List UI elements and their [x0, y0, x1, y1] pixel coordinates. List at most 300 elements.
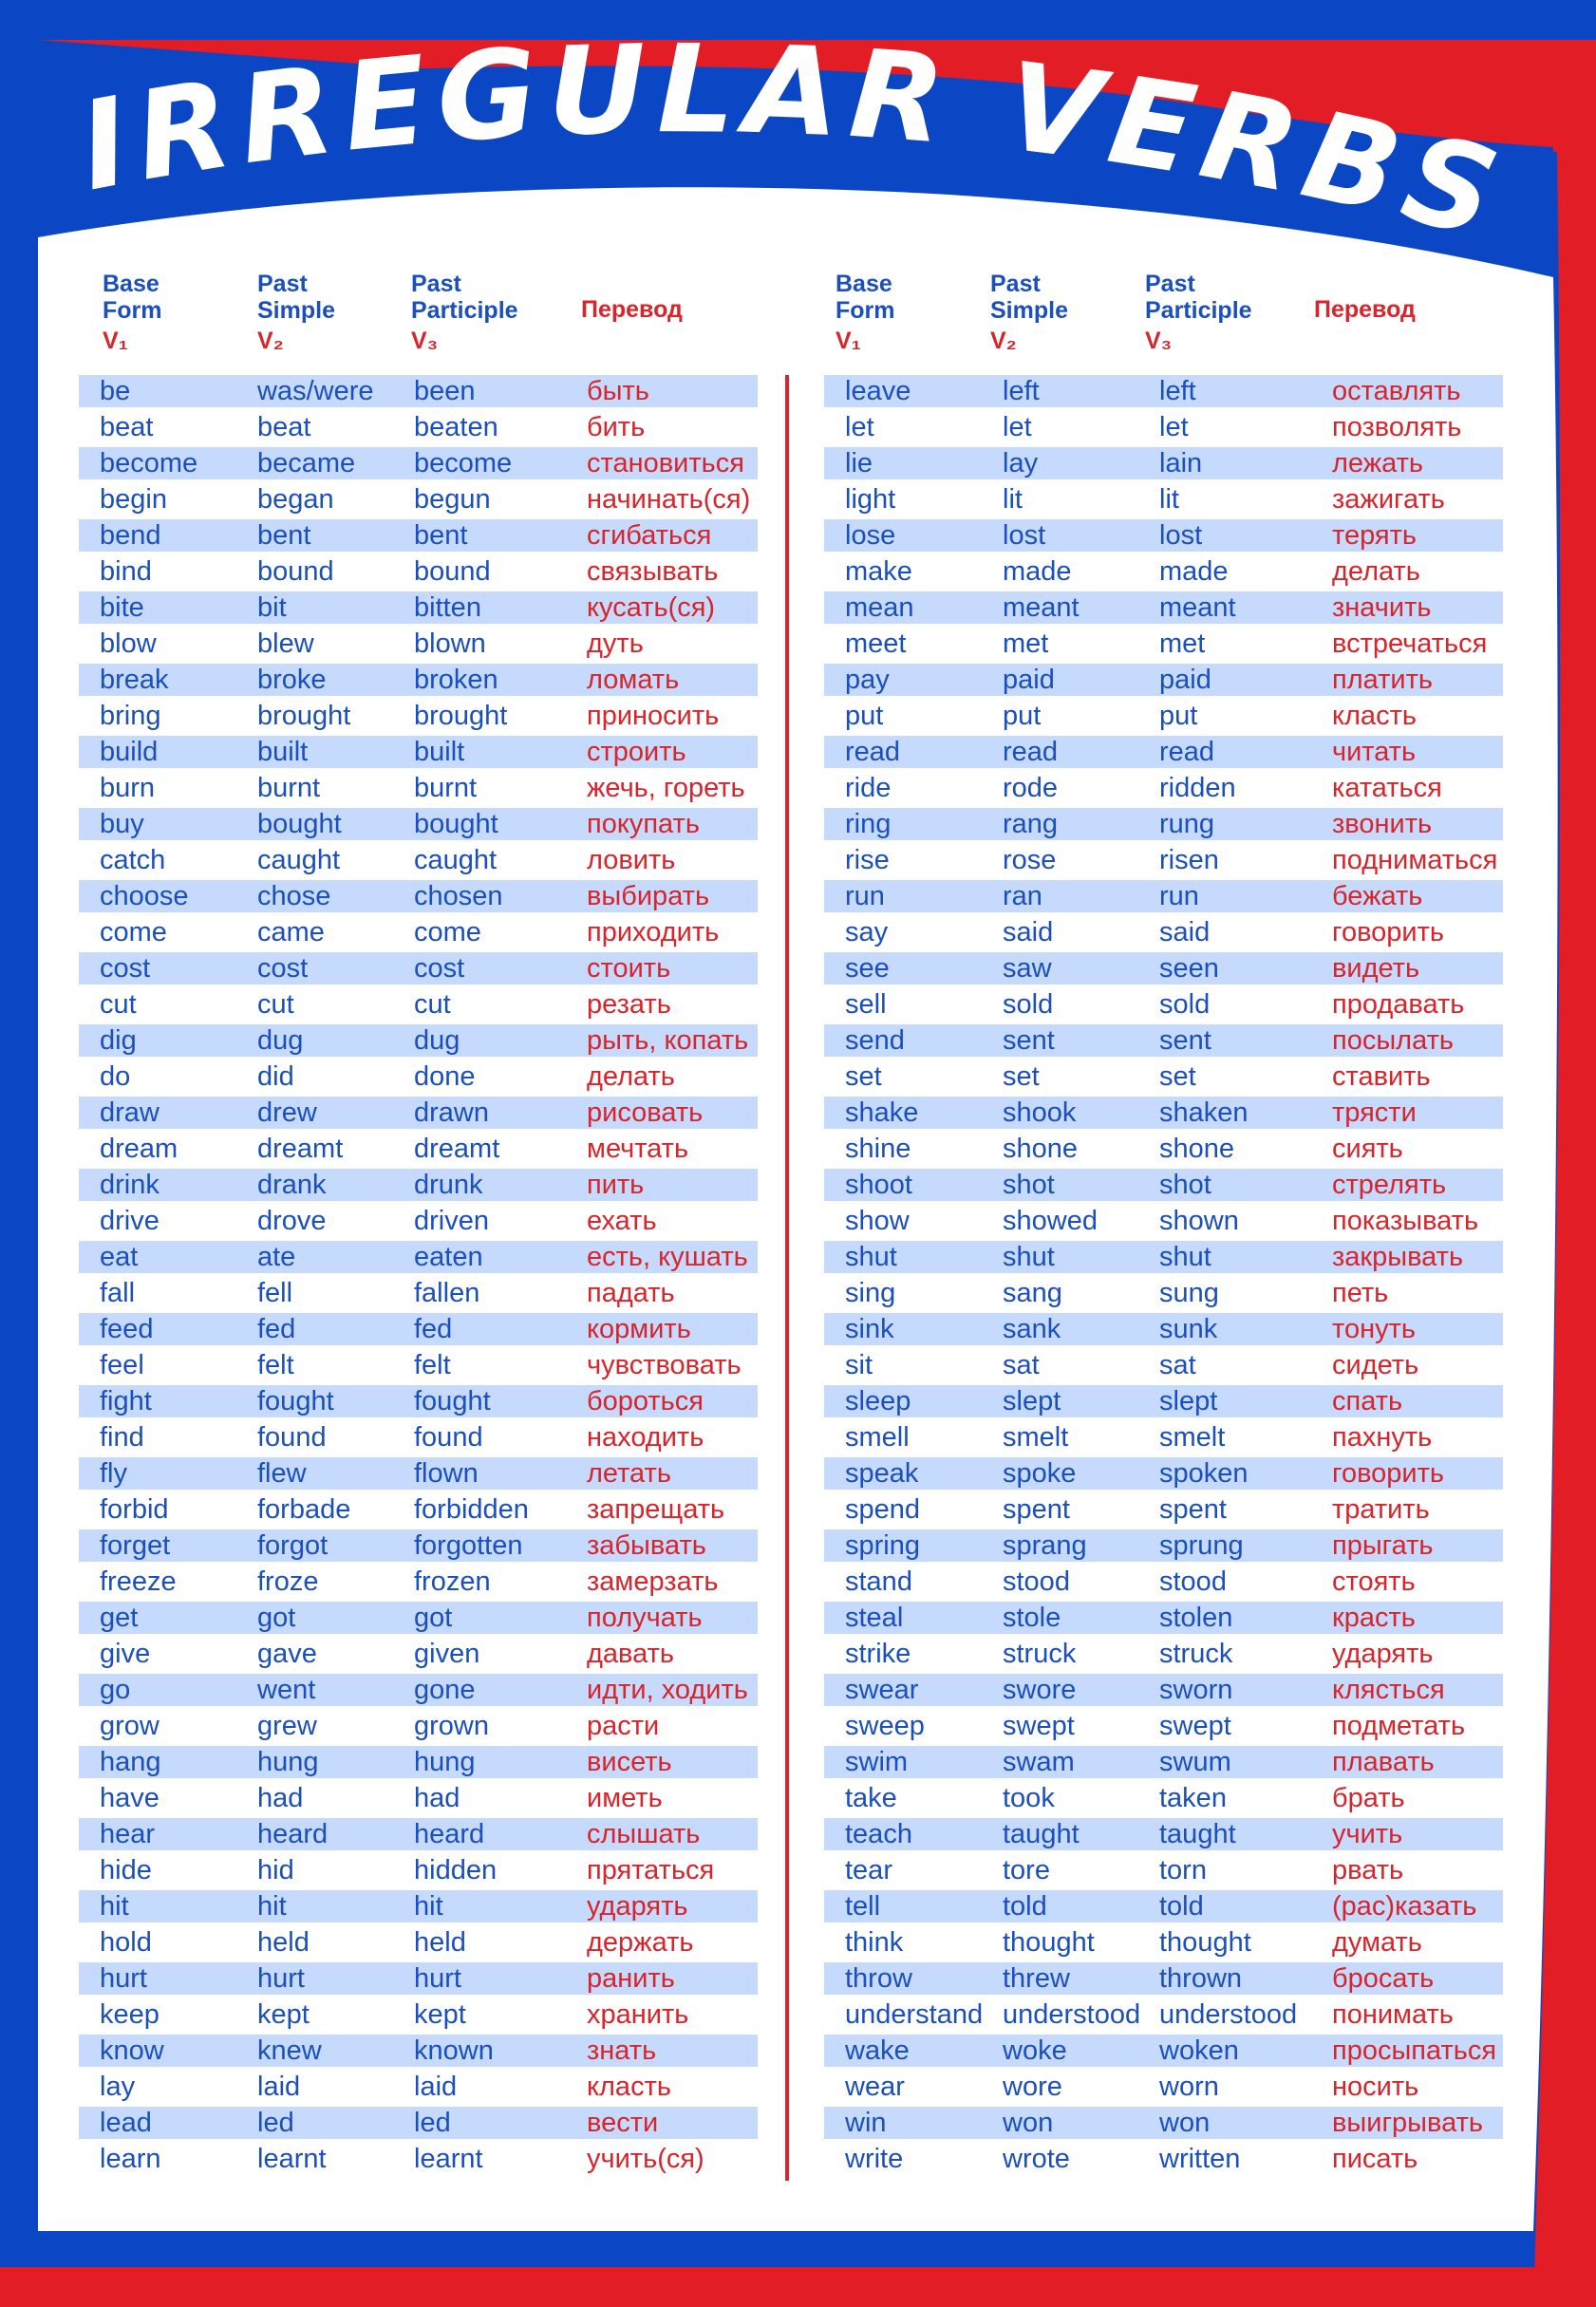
translation-cell: летать: [587, 1458, 671, 1489]
base-form-cell: shut: [845, 1242, 897, 1272]
translation-cell: дуть: [587, 628, 644, 659]
translation-cell: сгибаться: [587, 520, 712, 551]
translation-cell: прыгать: [1332, 1530, 1434, 1561]
past-participle-cell: beaten: [414, 412, 498, 442]
base-form-cell: spend: [845, 1494, 921, 1525]
past-participle-cell: sunk: [1159, 1314, 1218, 1344]
translation-cell: резать: [587, 989, 671, 1020]
past-participle-cell: taught: [1159, 1819, 1236, 1849]
verb-row: [824, 916, 1503, 948]
past-simple-cell: drove: [257, 1206, 327, 1236]
title-text: IRREGULAR VERBS: [68, 19, 1519, 269]
past-simple-cell: sat: [1003, 1350, 1040, 1380]
verb-row: [79, 988, 758, 1021]
verb-row: [79, 844, 758, 876]
past-participle-cell: lost: [1159, 520, 1203, 551]
verb-row: [79, 916, 758, 948]
base-form-cell: light: [845, 484, 896, 515]
past-simple-cell: grew: [257, 1711, 317, 1741]
past-participle-cell: had: [414, 1783, 460, 1813]
verb-row: [79, 1602, 758, 1634]
translation-cell: расти: [587, 1711, 660, 1741]
verb-row: [824, 952, 1503, 985]
past-simple-cell: hid: [257, 1855, 294, 1885]
past-participle-cell: taken: [1159, 1783, 1227, 1813]
verb-row: [824, 591, 1503, 624]
past-participle-cell: ridden: [1159, 773, 1236, 803]
base-form-cell: steal: [845, 1603, 904, 1633]
past-simple-cell: woke: [1003, 2035, 1067, 2066]
base-form-cell: dig: [100, 1025, 137, 1056]
past-participle-cell: learnt: [414, 2144, 483, 2174]
past-simple-cell: felt: [257, 1350, 294, 1380]
header-base-line2: Form: [836, 297, 895, 324]
base-form-cell: blow: [100, 628, 157, 659]
past-participle-cell: fought: [414, 1386, 491, 1416]
past-simple-cell: ate: [257, 1242, 296, 1272]
base-form-cell: lose: [845, 520, 896, 551]
past-simple-cell: fought: [257, 1386, 334, 1416]
base-form-cell: keep: [100, 1999, 160, 2030]
translation-cell: читать: [1332, 737, 1417, 767]
base-form-cell: fight: [100, 1386, 152, 1416]
translation-cell: лежать: [1332, 448, 1424, 478]
past-simple-cell: fell: [257, 1278, 293, 1308]
header-part-line2: Participle: [411, 297, 518, 324]
past-simple-cell: lost: [1003, 520, 1046, 551]
base-form-cell: write: [845, 2144, 904, 2174]
verb-row: [79, 591, 758, 624]
base-form-cell: fly: [100, 1458, 127, 1489]
base-form-cell: dream: [100, 1134, 178, 1164]
translation-cell: тратить: [1332, 1494, 1430, 1525]
past-simple-cell: meant: [1003, 592, 1080, 623]
base-form-cell: forbid: [100, 1494, 169, 1525]
verb-row: [79, 1854, 758, 1886]
past-simple-cell: cost: [257, 953, 309, 984]
past-participle-cell: woken: [1159, 2035, 1239, 2066]
past-simple-cell: kept: [257, 1999, 310, 2030]
past-simple-cell: lit: [1003, 484, 1023, 515]
base-form-cell: leave: [845, 376, 911, 406]
past-participle-cell: forgotten: [414, 1530, 523, 1561]
past-participle-cell: cut: [414, 989, 451, 1020]
base-form-cell: spring: [845, 1530, 920, 1561]
base-form-cell: rise: [845, 845, 890, 875]
translation-cell: терять: [1332, 520, 1417, 551]
header-part-line2: Participle: [1145, 297, 1252, 324]
translation-cell: трясти: [1332, 1097, 1417, 1128]
base-form-cell: be: [100, 376, 131, 406]
verb-row: [824, 1421, 1503, 1454]
translation-cell: выигрывать: [1332, 2108, 1483, 2138]
verb-row: [824, 1854, 1503, 1886]
translation-cell: говорить: [1332, 917, 1444, 947]
past-simple-cell: wore: [1003, 2072, 1062, 2102]
translation-cell: клясться: [1332, 1675, 1445, 1705]
verb-row: [824, 880, 1503, 912]
base-form-cell: hide: [100, 1855, 152, 1885]
past-simple-cell: found: [257, 1422, 327, 1453]
translation-cell: рисовать: [587, 1097, 704, 1128]
base-form-cell: say: [845, 917, 889, 947]
past-simple-cell: thought: [1003, 1927, 1095, 1958]
translation-cell: учить: [1332, 1819, 1403, 1849]
translation-cell: оставлять: [1332, 376, 1461, 406]
base-form-cell: choose: [100, 881, 189, 911]
translation-cell: кормить: [587, 1314, 691, 1344]
past-simple-cell: left: [1003, 376, 1040, 406]
past-participle-cell: bound: [414, 556, 491, 587]
past-simple-cell: sprang: [1003, 1530, 1087, 1561]
translation-cell: связывать: [587, 556, 719, 587]
past-participle-cell: burnt: [414, 773, 478, 803]
past-simple-cell: swam: [1003, 1747, 1075, 1777]
past-simple-cell: got: [257, 1603, 296, 1633]
past-simple-cell: met: [1003, 628, 1049, 659]
translation-cell: давать: [587, 1639, 675, 1669]
past-participle-cell: rung: [1159, 809, 1215, 839]
base-form-cell: sing: [845, 1278, 896, 1308]
past-participle-cell: won: [1159, 2108, 1211, 2138]
verb-row: [824, 664, 1503, 696]
verb-row: [824, 1674, 1503, 1706]
verb-row: [79, 1241, 758, 1273]
verb-row: [79, 1962, 758, 1995]
past-simple-cell: let: [1003, 412, 1032, 442]
past-participle-cell: done: [414, 1061, 476, 1092]
verb-row: [79, 375, 758, 407]
verb-row: [79, 880, 758, 912]
translation-cell: понимать: [1332, 1999, 1454, 2030]
left-header-past: [257, 271, 335, 354]
past-simple-cell: stole: [1003, 1603, 1061, 1633]
header-v3: V₃: [411, 328, 439, 354]
past-simple-cell: saw: [1003, 953, 1052, 984]
header-v3: V₃: [1145, 328, 1173, 354]
header-past-line2: Simple: [257, 297, 335, 324]
verb-row: [824, 1818, 1503, 1850]
verb-row: [79, 1060, 758, 1093]
right-header-base: [836, 271, 895, 354]
base-form-cell: hold: [100, 1927, 152, 1958]
past-participle-cell: chosen: [414, 881, 503, 911]
verb-row: [79, 483, 758, 516]
past-participle-cell: blown: [414, 628, 486, 659]
base-form-cell: forget: [100, 1530, 171, 1561]
past-simple-cell: led: [257, 2108, 294, 2138]
translation-cell: рвать: [1332, 1855, 1404, 1885]
base-form-cell: draw: [100, 1097, 160, 1128]
base-form-cell: drive: [100, 1206, 160, 1236]
translation-cell: есть, кушать: [587, 1242, 748, 1272]
header-base-line1: Base: [836, 271, 892, 297]
past-participle-cell: fed: [414, 1314, 453, 1344]
verb-row: [824, 1493, 1503, 1526]
past-participle-cell: cost: [414, 953, 465, 984]
verb-row: [79, 2143, 758, 2175]
past-participle-cell: held: [414, 1927, 466, 1958]
base-form-cell: swim: [845, 1747, 909, 1777]
past-participle-cell: heard: [414, 1819, 485, 1849]
base-form-cell: win: [845, 2108, 887, 2138]
past-participle-cell: set: [1159, 1061, 1196, 1092]
verb-row: [79, 1926, 758, 1959]
past-simple-cell: blew: [257, 628, 314, 659]
translation-cell: пахнуть: [1332, 1422, 1433, 1453]
verb-row: [824, 1457, 1503, 1490]
base-form-cell: cut: [100, 989, 137, 1020]
base-form-cell: shake: [845, 1097, 919, 1128]
past-participle-cell: shone: [1159, 1134, 1235, 1164]
header-part-line1: Past: [411, 271, 461, 297]
base-form-cell: teach: [845, 1819, 912, 1849]
base-form-cell: strike: [845, 1639, 911, 1669]
base-form-cell: swear: [845, 1675, 919, 1705]
base-form-cell: put: [845, 701, 884, 731]
translation-cell: продавать: [1332, 989, 1465, 1020]
past-participle-cell: given: [414, 1639, 480, 1669]
past-simple-cell: had: [257, 1783, 304, 1813]
translation-cell: спать: [1332, 1386, 1403, 1416]
right-header-participle: [1145, 271, 1252, 354]
past-simple-cell: burnt: [257, 773, 321, 803]
verb-row: [79, 772, 758, 804]
past-simple-cell: read: [1003, 737, 1059, 767]
translation-cell: тонуть: [1332, 1314, 1416, 1344]
past-simple-cell: stood: [1003, 1566, 1070, 1597]
verb-row: [824, 628, 1503, 660]
translation-cell: замерзать: [587, 1566, 719, 1597]
past-participle-cell: flown: [414, 1458, 479, 1489]
translation-cell: делать: [587, 1061, 675, 1092]
base-form-cell: know: [100, 2035, 164, 2066]
verb-row: [824, 1710, 1503, 1742]
base-form-cell: bite: [100, 592, 144, 623]
past-simple-cell: understood: [1003, 1999, 1141, 2030]
base-form-cell: sit: [845, 1350, 873, 1380]
verb-row: [79, 1782, 758, 1814]
translation-cell: ударять: [587, 1891, 688, 1922]
header-base-line1: Base: [103, 271, 160, 297]
translation-cell: бить: [587, 412, 646, 442]
verb-row: [79, 2107, 758, 2139]
past-simple-cell: froze: [257, 1566, 319, 1597]
base-form-cell: sink: [845, 1314, 894, 1344]
verb-row: [824, 1962, 1503, 1995]
past-simple-cell: shot: [1003, 1170, 1055, 1200]
translation-cell: показывать: [1332, 1206, 1479, 1236]
base-form-cell: bring: [100, 701, 161, 731]
base-form-cell: break: [100, 665, 169, 695]
past-simple-cell: began: [257, 484, 334, 515]
past-participle-cell: drunk: [414, 1170, 483, 1200]
base-form-cell: ride: [845, 773, 892, 803]
past-simple-cell: forbade: [257, 1494, 351, 1525]
translation-cell: ломать: [587, 665, 680, 695]
translation-cell: кататься: [1332, 773, 1442, 803]
past-participle-cell: shot: [1159, 1170, 1211, 1200]
verb-row: [824, 483, 1503, 516]
past-simple-cell: rang: [1003, 809, 1059, 839]
past-simple-cell: rode: [1003, 773, 1059, 803]
past-simple-cell: knew: [257, 2035, 322, 2066]
verb-row: [824, 2035, 1503, 2067]
past-simple-cell: bent: [257, 520, 311, 551]
past-participle-cell: hidden: [414, 1855, 498, 1885]
base-form-cell: lie: [845, 448, 873, 478]
left-header-participle: [411, 271, 518, 354]
translation-cell: пить: [587, 1170, 645, 1200]
past-simple-cell: spoke: [1003, 1458, 1077, 1489]
verb-row: [824, 1890, 1503, 1922]
base-form-cell: find: [100, 1422, 144, 1453]
base-form-cell: mean: [845, 592, 914, 623]
verb-row: [79, 1493, 758, 1526]
translation-cell: иметь: [587, 1783, 663, 1813]
past-participle-cell: worn: [1159, 2072, 1219, 2102]
translation-cell: ранить: [587, 1963, 675, 1994]
past-participle-cell: sprung: [1159, 1530, 1244, 1561]
past-simple-cell: did: [257, 1061, 294, 1092]
past-simple-cell: hurt: [257, 1963, 305, 1994]
past-participle-cell: bought: [414, 809, 498, 839]
past-simple-cell: caught: [257, 845, 341, 875]
verb-row: [824, 1926, 1503, 1959]
past-participle-cell: dreamt: [414, 1134, 500, 1164]
translation-cell: жечь, гореть: [587, 773, 745, 803]
past-participle-cell: lit: [1159, 484, 1179, 515]
verb-row: [824, 1313, 1503, 1345]
past-simple-cell: sent: [1003, 1025, 1055, 1056]
translation-cell: приходить: [587, 917, 720, 947]
past-simple-cell: dug: [257, 1025, 304, 1056]
base-form-cell: drink: [100, 1170, 160, 1200]
past-participle-cell: put: [1159, 701, 1198, 731]
base-form-cell: stand: [845, 1566, 912, 1597]
past-simple-cell: said: [1003, 917, 1054, 947]
past-simple-cell: wrote: [1003, 2144, 1070, 2174]
base-form-cell: tell: [845, 1891, 881, 1922]
past-participle-cell: known: [414, 2035, 494, 2066]
verb-row: [79, 1024, 758, 1057]
base-form-cell: throw: [845, 1963, 912, 1994]
past-participle-cell: sworn: [1159, 1675, 1233, 1705]
verb-row: [79, 1097, 758, 1129]
verb-row: [824, 1602, 1503, 1634]
verb-row: [79, 2035, 758, 2067]
verb-row: [824, 555, 1503, 588]
base-form-cell: lay: [100, 2072, 136, 2102]
past-participle-cell: gone: [414, 1675, 476, 1705]
translation-cell: звонить: [1332, 809, 1433, 839]
past-participle-cell: swept: [1159, 1711, 1231, 1741]
base-form-cell: cost: [100, 953, 151, 984]
translation-cell: подниматься: [1332, 845, 1498, 875]
past-simple-cell: brought: [257, 701, 351, 731]
past-participle-cell: swum: [1159, 1747, 1231, 1777]
translation-cell: находить: [587, 1422, 704, 1453]
base-form-cell: fall: [100, 1278, 136, 1308]
translation-cell: плавать: [1332, 1747, 1435, 1777]
past-participle-cell: kept: [414, 1999, 466, 2030]
past-participle-cell: sat: [1159, 1350, 1196, 1380]
verb-row: [79, 736, 758, 768]
header-past-line2: Simple: [990, 297, 1068, 324]
base-form-cell: bend: [100, 520, 161, 551]
base-form-cell: get: [100, 1603, 139, 1633]
past-participle-cell: eaten: [414, 1242, 483, 1272]
translation-cell: мечтать: [587, 1134, 689, 1164]
past-simple-cell: cut: [257, 989, 294, 1020]
past-simple-cell: bought: [257, 809, 342, 839]
translation-cell: начинать(ся): [587, 484, 751, 515]
past-participle-cell: laid: [414, 2072, 458, 2102]
past-participle-cell: shut: [1159, 1242, 1211, 1272]
base-form-cell: bind: [100, 556, 152, 587]
verb-row: [824, 808, 1503, 840]
verb-row: [79, 1529, 758, 1562]
verb-row: [824, 1349, 1503, 1381]
base-form-cell: begin: [100, 484, 167, 515]
past-participle-cell: thrown: [1159, 1963, 1243, 1994]
verb-row: [79, 1313, 758, 1345]
verb-row: [79, 1169, 758, 1201]
past-simple-cell: threw: [1003, 1963, 1070, 1994]
verb-row: [824, 772, 1503, 804]
past-participle-cell: found: [414, 1422, 483, 1453]
translation-cell: носить: [1332, 2072, 1419, 2102]
verb-row: [824, 1998, 1503, 2031]
past-participle-cell: shaken: [1159, 1097, 1249, 1128]
verb-row: [824, 1746, 1503, 1778]
past-participle-cell: built: [414, 737, 465, 767]
past-simple-cell: shone: [1003, 1134, 1079, 1164]
past-simple-cell: drew: [257, 1097, 317, 1128]
translation-cell: думать: [1332, 1927, 1422, 1958]
translation-cell: держать: [587, 1927, 694, 1958]
base-form-cell: shoot: [845, 1170, 912, 1200]
base-form-cell: burn: [100, 773, 156, 803]
verb-row: [79, 2071, 758, 2103]
past-simple-cell: shut: [1003, 1242, 1055, 1272]
base-form-cell: feel: [100, 1350, 144, 1380]
past-participle-cell: stolen: [1159, 1603, 1233, 1633]
translation-cell: ловить: [587, 845, 676, 875]
verb-row: [79, 1349, 758, 1381]
base-form-cell: pay: [845, 665, 890, 695]
past-simple-cell: came: [257, 917, 325, 947]
verb-row: [824, 1097, 1503, 1129]
translation-cell: просыпаться: [1332, 2035, 1497, 2066]
translation-cell: хранить: [587, 1999, 689, 2030]
past-simple-cell: beat: [257, 412, 311, 442]
header-v1: V₁: [103, 328, 129, 354]
past-participle-cell: slept: [1159, 1386, 1218, 1416]
base-form-cell: wear: [845, 2072, 905, 2102]
base-form-cell: give: [100, 1639, 151, 1669]
base-form-cell: buy: [100, 809, 144, 839]
past-participle-cell: seen: [1159, 953, 1219, 984]
translation-cell: приносить: [587, 701, 720, 731]
verb-row: [79, 1133, 758, 1165]
translation-cell: прятаться: [587, 1855, 715, 1885]
base-form-cell: smell: [845, 1422, 910, 1453]
past-participle-cell: hurt: [414, 1963, 461, 1994]
verb-row: [824, 1529, 1503, 1562]
verb-row: [824, 1205, 1503, 1237]
base-form-cell: show: [845, 1206, 910, 1236]
